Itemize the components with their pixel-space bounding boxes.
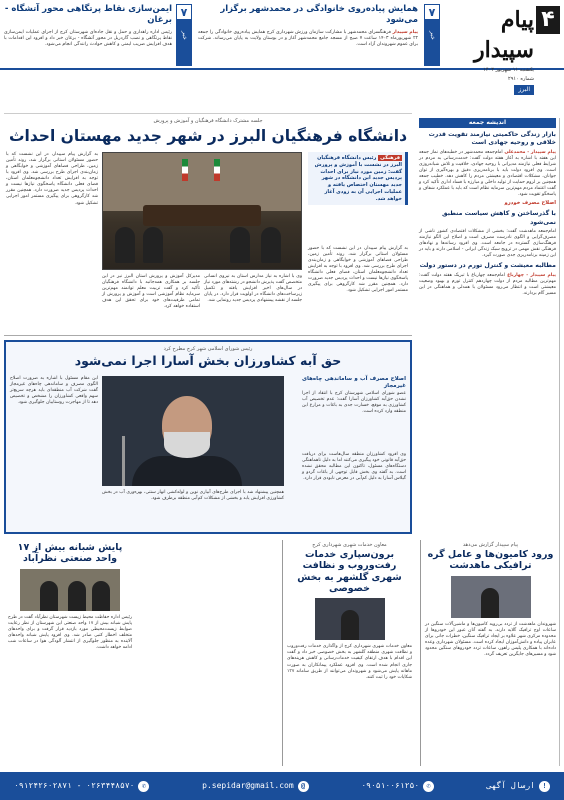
sidebar-headline-3[interactable]: مطالبه معیشت و کنترل تورم در دستور دولت [419,262,556,270]
sidebar-subhead-2: اصلاح مصرف خودرو [504,200,556,207]
sidebar-rubric: اندیشه جمعه [419,118,556,128]
footer-email[interactable]: @ p.sepidar@gmail.com [202,781,309,792]
main-story-university [4,118,412,336]
bottom-body-2: معاون خدمات شهری شهرداری کرج از واگذاری خدمات رفت‌وروب و نظافت شهری منطقه گلشهر به بخش خصوصی خبر داد و گفت این اقدام با هدف ارتقای کیفیت خدمات‌رسانی و کاهش هزینه‌های جاری انجام شده است. وی افزود عملکرد پیمانکاران به صورت ماهانه پایش می‌شود و شهروندان می‌توانند از طریق سامانه ۱۳۷ شکایات خود را ثبت کنند. [287,644,412,680]
top-story-walk-title: همایش پیاده‌روی خانوادگی در محمدشهر برگزار می‌شود [220,4,418,26]
main-summary-tag: فرهنگی [380,155,400,161]
main-summary [308,152,408,205]
main-column-left: به گزارش پیام سپیدار، در این نشست که با حضور مسئولان استانی برگزار شد، روند تأمین زمین، طراحی فضاهای آموزشی و خوابگاهی و زمان‌بندی اجرای طرح بررسی شد. وی افزود با توجه به افزایش تعداد دانشجومعلمان استان، فضای فعلی دانشگاه پاسخگوی نیازها نیست و احداث پردیس جدید ضرورت دارد. همچنین مقرر شد کارگروهی برای پیگیری مستمر امور اجرایی تشکیل شود. [6,152,98,206]
page-number: ۴ [536,6,560,34]
farm-intro: اصلاح مصرف آب و ساماندهی چاه‌های غیرمجاز عضو شورای اسلامی شهرستان کرج با انتقاد از اجرا نشدن حق‌آبه کشاورزان آسارا گفت: عدم تخصیص آب کشاورزی به موقع، خسارت جدی به باغات و مزارع این منطقه وارد کرده است. [302,376,406,415]
feature-box-farmers [4,340,412,534]
bottom-headline-3[interactable]: پایش شبانه بیش از ۱۷ واحد صنعتی نظرآباد [17,542,123,565]
bottom-kicker-1: پیام سپیدار گزارش می‌دهد [462,542,519,548]
news-badge-number-2: ۷ [176,4,192,20]
news-badge-2: خبر [176,4,192,66]
phone-icon: ✆ [138,781,149,792]
farm-column-bottom: همچنین پیشنهاد شد با اجرای طرح‌های آبیاری نوین و لوله‌کشی انهار سنتی، بهره‌وری آب در بخش کشاورزی افزایش یابد و بخشی از مشکلات کم‌آبی منطقه برطرف شود. [102,490,284,502]
top-story-road-title: ایمن‌سازی نقاط پرتگاهی محور آتشگاه - برغان [4,4,172,26]
main-column-mid-left: مدیرکل آموزش و پرورش استان البرز نیز در این جلسه بر همکاری همه‌جانبه با دانشگاه فرهنگیان تأکید کرد و گفت تربیت معلم توانمند مهم‌ترین سرمایه نظام آموزشی است و آموزش و پرورش از تمامی ظرفیت‌های خود برای تحقق این هدف استفاده خواهد کرد. [102,274,200,310]
main-column-mid-right: وی با اشاره به نیاز مدارس استان به نیروی انسانی متخصص گفت پذیرش دانشجو در رشته‌های مورد نیاز در سال‌های اخیر افزایش یافته و تکمیل زیرساخت‌های دانشگاه در اولویت قرار دارد. در پایان جلسه از نقشه پیشنهادی پردیس جدید رونمایی شد. [204,274,302,304]
megaphone-icon: ! [539,781,550,792]
masthead [444,6,534,93]
bottom-story-traffic [420,540,560,766]
main-headline[interactable]: دانشگاه فرهنگیان البرز در شهر جدید مهستان احداث [8,126,408,145]
sidebar-text-1: پیام سپیدار - محمدعلی امام‌جمعه محمدشهر در خطبه‌های نماز جمعه این هفته با اشاره به آغاز هفته دولت گفت: خدمت‌رسانی به مردم در شرایط فعلی نیازمند مدیرانی با روحیه جهادی، خلاقیت و تلاش شبانه‌روزی است. وی افزود دولت باید با برنامه‌ریزی دقیق و بهره‌گیری از توان جوانان، مشکلات اقتصادی و معیشتی مردم را کاهش دهد. خطیب جمعه همچنین بر لزوم حمایت از تولید داخلی و مبارزه با فساد اداری تأکید کرد و گفت اعتماد مردم مهم‌ترین سرمایه نظام است که باید با عملکرد شفاف و پاسخگو تقویت شود. [419,149,556,198]
farm-subhead: اصلاح مصرف آب و ساماندهی چاه‌های غیرمجاز [302,376,406,390]
top-story-road-body: رئیس اداره راهداری و حمل و نقل جاده‌ای شهرستان کرج از اجرای عملیات ایمن‌سازی نقاط پرتگاهی و نصب گاردریل در محور آتشگاه - برغان خبر داد و افزود این اقدامات با هدف افزایش ضریب ایمنی و کاهش حوادث رانندگی انجام می‌شود. [4,29,172,48]
issue-date: یکشنبه ۱۱ شهریور ۱۴۰۳ [483,67,534,74]
farm-headline[interactable]: حق آبه کشاورزان بخش آسارا اجرا نمی‌شود [74,352,342,368]
footer-phone-2[interactable]: ✆ ۰۲۶۳۴۴۸۵۷۰ - ۰۹۱۲۴۲۶۰۲۸۷۱ [14,781,149,792]
footer-contact-bar [0,772,564,800]
farm-column-left: این مقام مسئول با اشاره به ضرورت اصلاح الگوی مصرف و ساماندهی چاه‌های غیرمجاز گفت شرکت آب منطقه‌ای باید هرچه سریع‌تر سهم واقعی کشاورزان را مشخص و تخصیص دهد تا از مهاجرت روستاییان جلوگیری شود. [10,376,98,406]
phone-icon: ✆ [423,781,434,792]
top-story-walk[interactable] [198,4,418,49]
main-column-right: به گزارش پیام سپیدار، در این نشست که با حضور مسئولان استانی برگزار شد، روند تأمین زمین، طراحی فضاهای آموزشی و خوابگاهی و زمان‌بندی اجرای طرح بررسی شد. وی افزود با توجه به افزایش تعداد دانشجومعلمان استان، فضای فعلی دانشگاه پاسخگوی نیازها نیست و احداث پردیس جدید ضرورت دارد. همچنین مقرر شد کارگروهی برای پیگیری مستمر امور اجرایی تشکیل شود. [308,246,408,294]
sidebar-headline-1[interactable]: بازار زندگی حاکمیتی نیازمند تقویت قدرت خلاقی و روحیه جهادی است [428,131,556,147]
bottom-body-3: رئیس اداره حفاظت محیط زیست شهرستان نظرآباد گفت در طرح پایش شبانه بیش از ۱۷ واحد صنعتی این شهرستان از نظر رعایت ضوابط زیست‌محیطی مورد بازدید قرار گرفت و برای واحدهای متخلف اخطار کتبی صادر شد. وی افزود پایش شبانه واحدهای آلاینده به منظور جلوگیری از انتشار آلودگی هوا در ساعات شب ادامه خواهد داشت. [8,614,132,651]
footer-ad-link[interactable]: ! ارسال آگهی [487,781,550,792]
bottom-body-1: شهروندان ماهدشت از تردد بی‌رویه کامیون‌ها و ماشین‌آلات سنگین در ساعات اوج ترافیک گلایه دارند. به گفته آنان عبور این خودروها از محدوده مرکزی شهر علاوه بر ایجاد ترافیک سنگین، خطرات جانی برای عابران پیاده و دانش‌آموزان ایجاد کرده است. مسئولان شهرداری وعده داده‌اند با همکاری پلیس راهور، ساعات تردد خودروهای سنگین محدود شود و مسیرهای جایگزین تعریف گردد. [425,621,556,657]
sidebar-text-3: پیام سپیدار - چهارباغ امام‌جمعه چهارباغ با تبریک هفته دولت گفت: مهم‌ترین مطالبه مردم از دولت چهاردهم کنترل تورم و بهبود وضعیت معیشتی است و انتظار می‌رود مسئولان با همدلی و هماهنگی در این مسیر گام بردارند. [419,272,556,296]
news-badge-1: خبر [424,4,440,66]
sidebar-text-2: امام‌جمعه ماهدشت گفت: بخشی از مشکلات اقتصادی کشور ناشی از مصرف‌گرایی و الگوی نادرست مصرف است و اصلاح این الگو نیازمند فرهنگ‌سازی گسترده در جامعه است. وی افزود رسانه‌ها و نهادهای فرهنگی نقش مهمی در ترویج سبک زندگی ایرانی - اسلامی دارند و باید در این زمینه برنامه‌ریزی جدی صورت گیرد. [419,229,556,259]
top-story-walk-body: پیام سپیدار فرهنگسرای محمدشهر با مشارکت سازمان ورزش شهرداری کرج همایش پیاده‌روی خانوادگی را جمعه ۲۲ شهریورماه ۱۴۰۳ ساعت ۷ صبح از مسجد جامع محمدشهر آغاز و در بوستان ولایت به پایان می‌رساند. شرکت برای عموم شهروندان آزاد است. [198,29,419,48]
bottom-headline-2[interactable]: برون‌سپاری خدمات رفت‌وروب و نظافت شهری گلشهر به بخش خصوصی [297,548,402,594]
bottom-photo-3 [20,569,120,611]
bottom-photo-2 [315,598,385,640]
masthead-bar [0,0,564,93]
farm-kicker: رئیس شورای اسلامی شهر کرج مطرح کرد [163,346,253,352]
top-story-road[interactable] [4,4,172,49]
bottom-headline-1[interactable]: ورود کامیون‌ها و عامل گره ترافیکی ماهدشت [427,548,554,572]
section-label: البرز [514,85,534,95]
newspaper-logo: پیام سپیدار [474,7,534,63]
issue-number: شماره ۲۹۱۰ [508,76,534,83]
email-icon: @ [298,781,309,792]
bottom-kicker-2: معاون خدمات شهری شهرداری کرج [312,542,387,548]
bottom-photo-1 [451,576,531,618]
farm-column-right: وی افزود کشاورزان منطقه سال‌هاست برای دریافت حق‌آبه قانونی خود پیگیری می‌کنند اما به دلیل ناهماهنگی دستگاه‌های مسئول، تاکنون این مطالبه محقق نشده است. به گفته وی بخش قابل توجهی از باغات گردو و گیلاس آسارا به دلیل کم‌آبی در معرض نابودی قرار دارد. [302,452,406,482]
bottom-story-industry [4,540,136,766]
main-kicker: جلسه مشترک دانشگاه فرهنگیان و آموزش و پرورش [153,118,263,124]
news-badge-number-1: ۷ [424,4,440,20]
bottom-story-cleaning [282,540,416,766]
footer-phone-1[interactable]: ✆ ۰۹۰۵۱۰۰۶۱۲۵۰ [361,781,434,792]
sidebar-headline-2[interactable]: با گذرساختن و کاهش سیاست منطبق نمی‌شود [442,210,556,226]
meeting-photo [102,152,302,270]
official-portrait-photo [102,376,284,486]
main-summary-text: رئیس دانشگاه فرهنگیان البرز در نشست با آموزش و پرورش گفت: زمین مورد نیاز برای احداث پردیس جدید این دانشگاه در شهر جدید مهستان اختصاص یافته و عملیات اجرایی آن به زودی آغاز خواهد شد. [314,155,402,202]
spacer-strip [4,72,412,114]
